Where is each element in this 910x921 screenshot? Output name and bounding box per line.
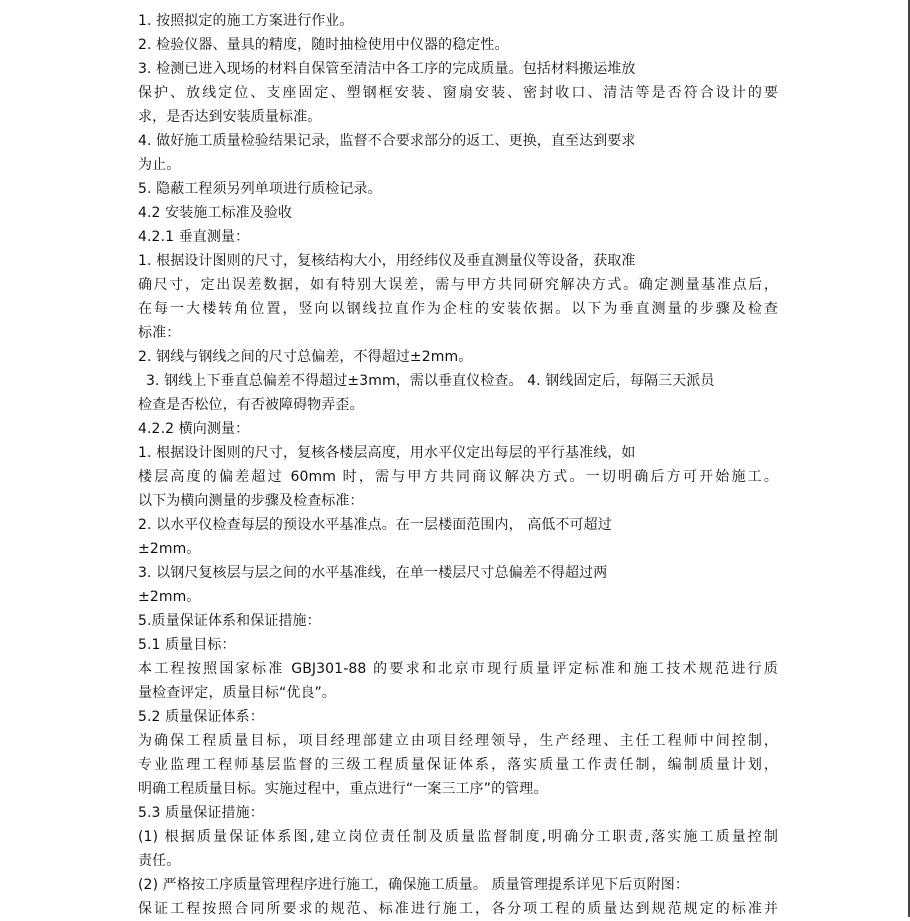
text-line: 本工程按照国家标准 GBJ301-88 的要求和北京市现行质量评定标准和施工技术规范进行质	[138, 661, 778, 677]
text-line: 1. 按照拟定的施工方案进行作业。	[138, 13, 354, 29]
text-line: 求，是否达到安装质量标准。	[138, 109, 322, 125]
text-line: 楼层高度的偏差超过 60mm 时，需与甲方共同商议解决方式。一切明确后方可开始施工。	[138, 469, 778, 485]
text-line: 1. 根据设计图则的尺寸，复核各楼层高度，用水平仪定出每层的平行基准线，如	[138, 445, 636, 461]
text-line: 以下为横向测量的步骤及检查标准：	[138, 493, 364, 509]
text-line: (2) 严格按工序质量管理程序进行施工，确保施工质量。 质量管理提系详见下后页附图：	[138, 877, 689, 893]
text-line: 量检查评定，质量目标“优良”。	[138, 685, 337, 701]
text-line: 在每一大楼转角位置，竖向以钢线拉直作为企柱的安装依据。以下为垂直测量的步骤及检查	[138, 301, 778, 317]
subsection-heading: 5.1 质量目标：	[138, 637, 236, 653]
text-line: 保证工程按照合同所要求的规范、标准进行施工，各分项工程的质量达到规范规定的标准并	[138, 901, 778, 917]
text-line: 责任。	[138, 853, 181, 869]
text-line: 标准：	[138, 325, 181, 341]
text-line: 2. 以水平仪检查每层的预设水平基准点。在一层楼面范围内， 高低不可超过	[138, 517, 612, 533]
section-heading: 4.2 安装施工标准及验收	[138, 205, 293, 221]
text-line: 2. 检验仪器、量具的精度，随时抽检使用中仪器的稳定性。	[138, 37, 509, 53]
text-line: 3. 检测已进入现场的材料自保管至清洁中各工序的完成质量。包括材料搬运堆放	[138, 61, 636, 77]
text-line: ±2mm。	[138, 589, 201, 605]
text-line: 保护、放线定位、支座固定、塑钢框安装、窗扇安装、密封收口、清洁等是否符合设计的要	[138, 85, 778, 101]
text-line: 1. 根据设计图则的尺寸，复核结构大小，用经纬仪及垂直测量仪等设备，获取准	[138, 253, 636, 269]
subsection-heading: 4.2.2 横向测量：	[138, 421, 250, 437]
text-line: 3. 钢线上下垂直总偏差不得超过±3mm，需以垂直仪检查。 4. 钢线固定后，每隔三天派员	[146, 373, 715, 389]
text-line: ±2mm。	[138, 541, 201, 557]
text-line: 2. 钢线与钢线之间的尺寸总偏差，不得超过±2mm。	[138, 349, 473, 365]
text-line: 检查是否松位，有否被障碍物弄歪。	[138, 397, 364, 413]
section-heading: 5.质量保证体系和保证措施：	[138, 613, 321, 629]
text-line: 明确工程质量目标。实施过程中，重点进行“一案三工序”的管理。	[138, 781, 548, 797]
subsection-heading: 5.3 质量保证措施：	[138, 805, 264, 821]
text-line: (1) 根据质量保证体系图,建立岗位责任制及质量监督制度,明确分工职责,落实施工质量控制	[138, 829, 778, 845]
subsection-heading: 4.2.1 垂直测量：	[138, 229, 250, 245]
document-page	[138, 9, 778, 921]
text-line: 5. 隐蔽工程须另列单项进行质检记录。	[138, 181, 382, 197]
subsection-heading: 5.2 质量保证体系：	[138, 709, 264, 725]
text-line: 确尺寸，定出误差数据，如有特别大误差，需与甲方共同研究解决方式。确定测量基准点后，	[138, 277, 778, 293]
text-line: 为确保工程质量目标，项目经理部建立由项目经理领导，生产经理、主任工程师中间控制，	[138, 733, 778, 749]
text-line: 4. 做好施工质量检验结果记录，监督不合要求部分的返工、更换，直至达到要求	[138, 133, 636, 149]
text-line: 3. 以钢尺复核层与层之间的水平基准线，在单一楼层尺寸总偏差不得超过两	[138, 565, 608, 581]
text-line: 专业监理工程师基层监督的三级工程质量保证体系，落实质量工作责任制，编制质量计划，	[138, 757, 778, 773]
text-line: 为止。	[138, 157, 181, 173]
